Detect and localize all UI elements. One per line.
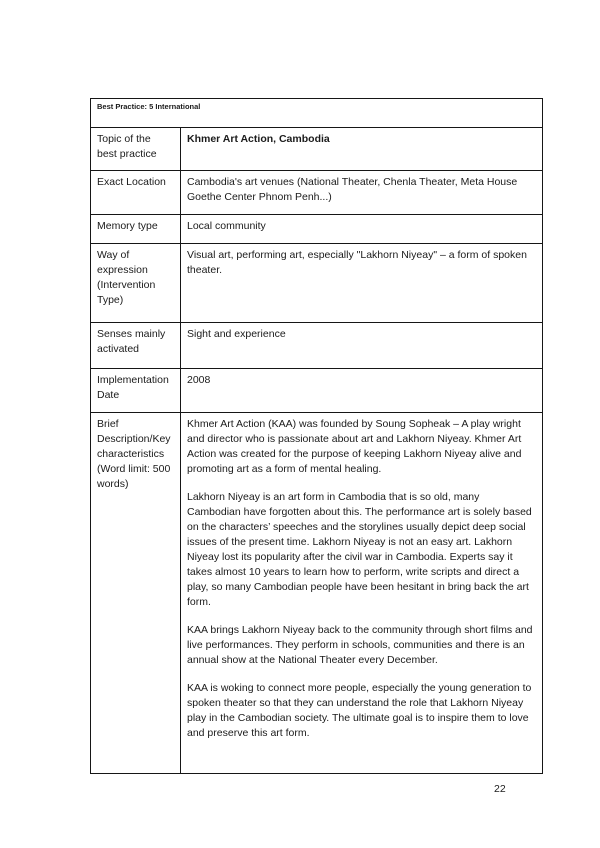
table-header-row [91,99,542,127]
row-value-implementation-date: 2008 [187,374,211,386]
table-row-brief-description [91,412,542,773]
row-label-topic: Topic of the best practice [91,128,181,170]
row-label-brief-description: Brief Description/Key characteristics (Word limit: 500 words) [91,413,181,773]
table-row-way-of-expression [91,243,542,322]
table-row-senses-activated [91,322,542,368]
row-value-topic: Khmer Art Action, Cambodia [187,133,330,145]
row-label-implementation-date: Implementation Date [91,369,181,412]
row-label-way-of-expression: Way of expression (Intervention Type) [91,244,181,322]
row-label-senses-activated: Senses mainly activated [91,323,181,368]
table-row-topic [91,127,542,170]
row-value-way-of-expression: Visual art, performing art, especially "Lakhorn Niyeay" – a form of spoken theater. [187,249,527,276]
table-row-implementation-date [91,368,542,412]
row-value-senses-activated: Sight and experience [187,328,286,340]
description-paragraph-1: Khmer Art Action (KAA) was founded by Soung Sopheak – A play wright and director who is passionate about art and Lakhorn Niyeay. Khmer Art Action was created for the purpose of keeping Lakhorn Niyeay alive and promoting art as a form of mental healing. [187,418,522,475]
page-number: 22 [494,783,506,795]
description-paragraph-4: KAA is woking to connect more people, especially the young generation to spoken theater so that they can understand the role that Lakhorn Niyeay play in the Cambodian society. The ultimate goal is to inspire them to love and preserve this art form. [187,682,532,739]
row-label-exact-location: Exact Location [91,171,181,214]
description-paragraph-3: KAA brings Lakhorn Niyeay back to the community through short films and live performances. They perform in schools, communities and there is an annual show at the National Theater every December. [187,624,533,666]
row-value-brief-description [181,413,542,773]
row-label-memory-type: Memory type [91,215,181,243]
description-paragraph-2: Lakhorn Niyeay is an art form in Cambodia that is so old, many Cambodian have forgotten about this. The performance art is solely based on the characters’ speeches and the storylines usually depict deep social issues of the present time. Lakhorn Niyeay is not an easy art. Lakhorn Niyeay lost its popularity after the civil war in Cambodia. Experts say it takes almost 10 years to learn how to perform, write scripts and direct a play, so many Cambodian people have been hesitant in bring back the art form. [187,491,532,608]
row-value-exact-location: Cambodia's art venues (National Theater, Chenla Theater, Meta House Goethe Center Phnom Penh...) [187,176,518,203]
row-value-memory-type: Local community [187,220,266,232]
table-row-exact-location [91,170,542,214]
table-header-title: Best Practice: 5 International [97,102,201,111]
best-practice-table [90,98,543,774]
table-row-memory-type [91,214,542,243]
